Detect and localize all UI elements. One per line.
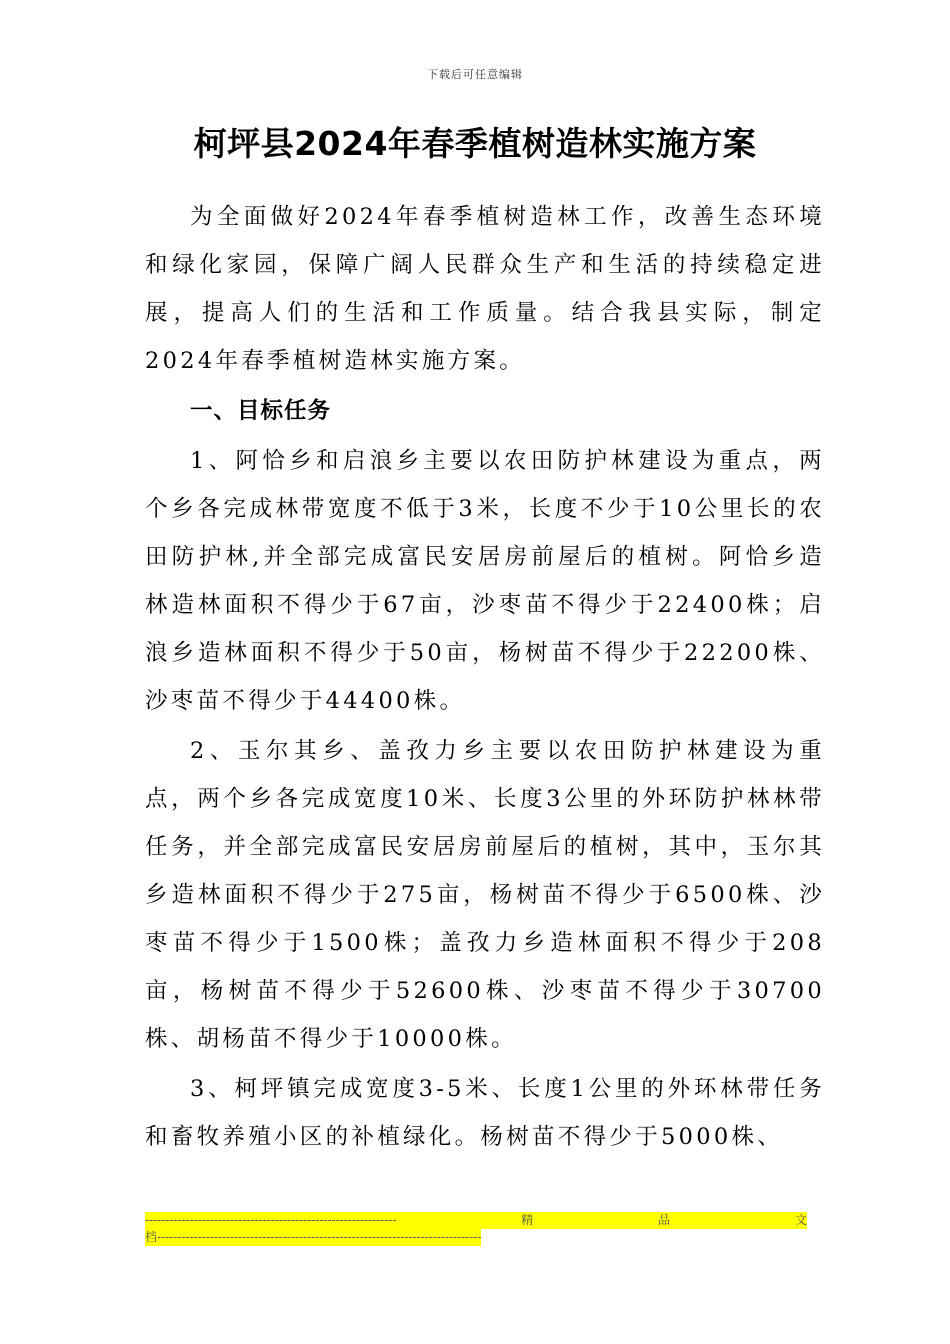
task-paragraph-2: 2、玉尔其乡、盖孜力乡主要以农田防护林建设为重点，两个乡各完成宽度10米、长度3公里的外环防护林林带任务，并全部完成富民安居房前屋后的植树，其中，玉尔其乡造林面积不得少于275亩，杨树苗不得少于6500株、沙枣苗不得少于1500株；盖孜力乡造林面积不得少于208亩，杨树苗不得少于52600株、沙枣苗不得少于30700株、胡杨苗不得少于10000株。 [145,738,825,1052]
task-paragraph-1: 1、阿恰乡和启浪乡主要以农田防护林建设为重点，两个乡各完成林带宽度不低于3米，长度不少于10公里长的农田防护林,并全部完成富民安居房前屋后的植树。阿恰乡造林造林面积不得少于67亩，沙枣苗不得少于22400株；启浪乡造林面积不得少于50亩，杨树苗不得少于22200株、沙枣苗不得少于44400株。 [145,448,825,714]
page-header-note: 下载后可任意编辑 [427,68,523,81]
footer-char-2: 品 [658,1213,671,1227]
footer-char-1: 精 [521,1213,534,1227]
footer-dashes-left: -------------------------------------------------------------- [145,1213,397,1227]
document-title: 柯坪县2024年春季植树造林实施方案 [193,124,757,163]
footer-line-2 [145,1229,481,1246]
document-body [145,193,825,1161]
footer-last-char: 档 [145,1230,158,1244]
footer-line-1 [145,1212,807,1229]
intro-paragraph: 为全面做好2024年春季植树造林工作，改善生态环境和绿化家园，保障广阔人民群众生产和生活的持续稳定进展，提高人们的生活和工作质量。结合我县实际，制定2024年春季植树造林实施方案。 [145,204,825,374]
section-heading-goals: 一、目标任务 [190,398,332,424]
footer-char-3: 文 [794,1213,807,1227]
task-paragraph-3: 3、柯坪镇完成宽度3-5米、长度1公里的外环林带任务和畜牧养殖小区的补植绿化。杨树苗不得少于5000株、 [145,1076,825,1150]
footer-watermark [145,1212,807,1246]
footer-dashes-right: -------------------------------------------------------------------------------- [157,1230,482,1244]
